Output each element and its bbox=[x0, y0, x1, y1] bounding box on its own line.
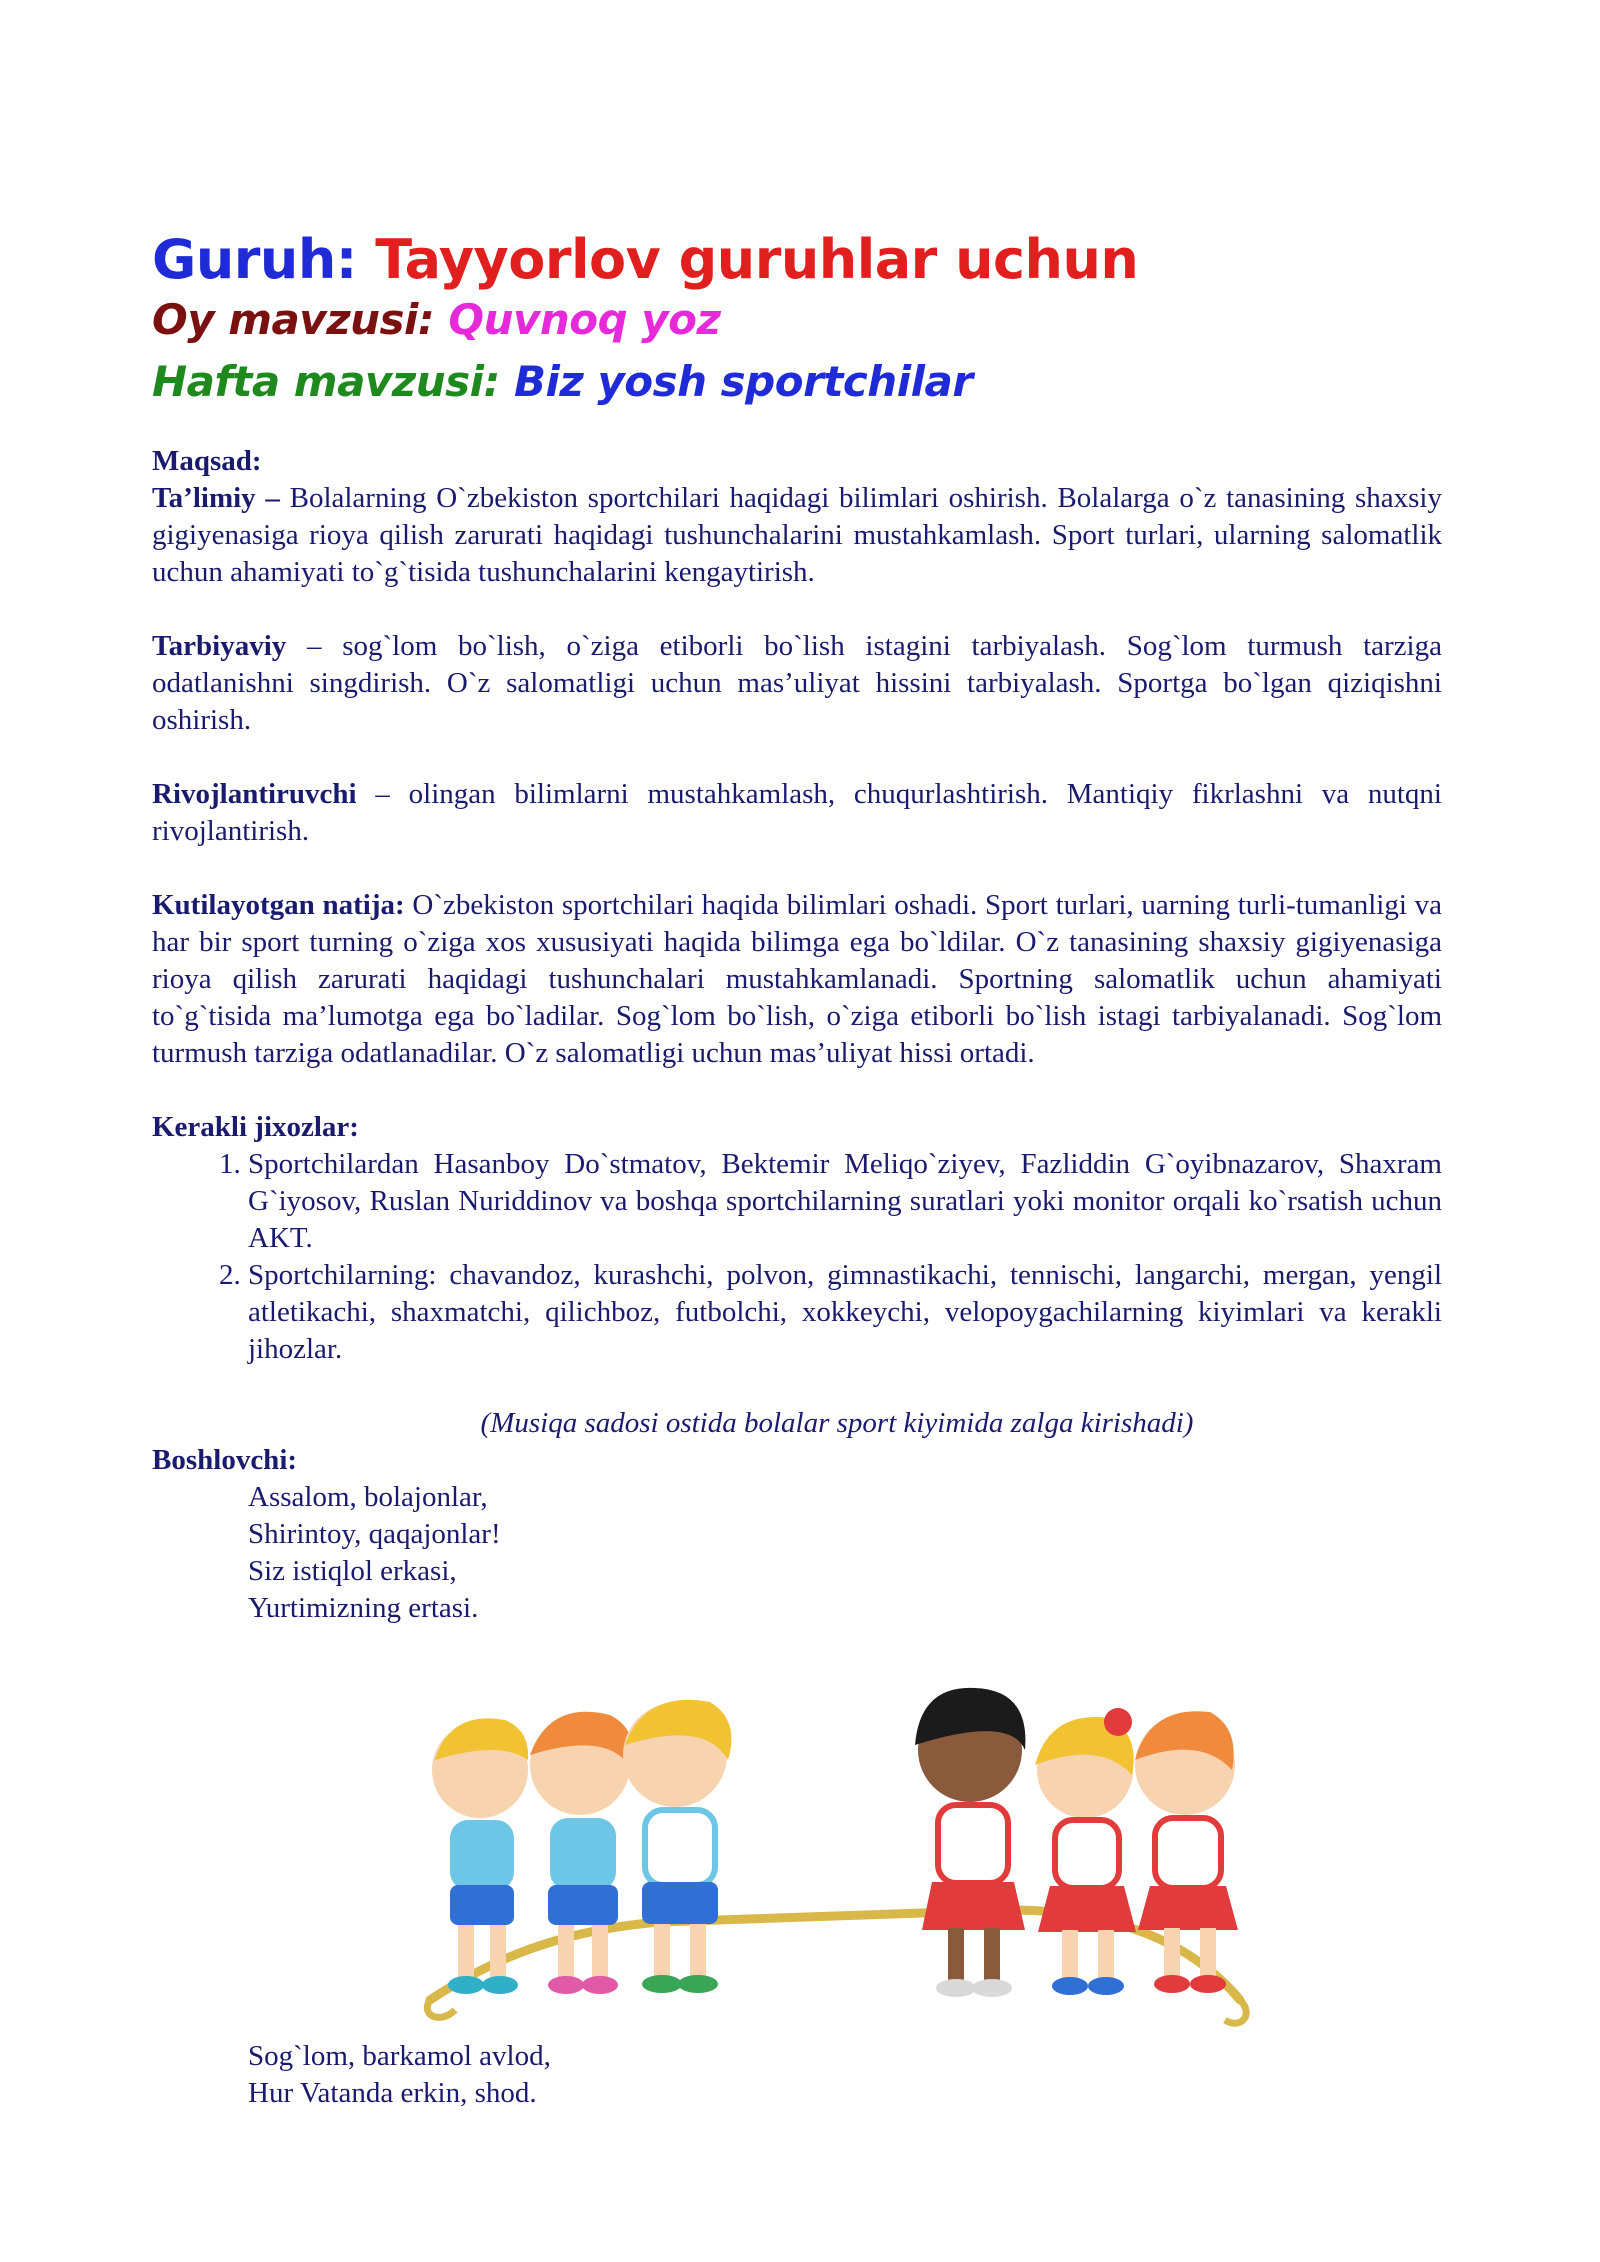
goal-talimiy bbox=[152, 480, 1442, 591]
result-label: Kutilayotgan natija: bbox=[152, 889, 405, 921]
result-text: O`zbekiston sportchilari haqida bilimlari oshadi. Sport turlari, uarning turli-tumanligi va har bir sport turning o`ziga xos xususiyati haqida bilimga ega bo`ldilar. O`z tanasining shaxsiy gigiyenasiga rioya qilish zarurati haqidagi tushunchalari mustahkamlanadi. Sportning salomatlik uchun ahamiyati to`g`tisida ma’lumotga ega bo`ladilar. Sog`lom bo`lish, o`ziga etiborli bo`lish istagi tarbiyalanadi. Sog`lom turmush tarziga odatlanadilar. O`z salomatligi uchun mas’uliyat hissi ortadi. bbox=[152, 889, 1442, 1069]
talimiy-text: Bolalarning O`zbekiston sportchilari haqidagi bilimlari oshirish. Bolalarga o`z tanasining shaxsiy gigiyenasiga rioya qilish zarurati haqidagi tushunchalarini mustahkamlash. Sport turlari, ularning salomatlik uchun ahamiyati to`g`tisida tushunchalarini kengaytirish. bbox=[152, 482, 1442, 588]
host-label: Boshlovchi: bbox=[152, 1444, 298, 1476]
goal-rivojlantiruvchi bbox=[152, 776, 1442, 850]
week-theme-heading bbox=[152, 356, 973, 408]
closing-poem bbox=[248, 2038, 551, 2112]
rivoj-text: – olingan bilimlarni mustahkamlash, chuqurlashtirish. Mantiqiy fikrlashni va nutqni rivojlantirish. bbox=[152, 778, 1442, 847]
goal-heading: Maqsad: bbox=[152, 445, 262, 477]
list-item: 2. Sportchilarning: chavandoz, kurashchi, polvon, gimnastikachi, tennischi, langarchi, mergan, yengil atletikachi, shaxmatchi, qilichboz, futbolchi, xokkeychi, velopoygachilarning kiyimlari va kerakli jihozlar. bbox=[248, 1257, 1442, 1368]
group-label: Guruh: bbox=[152, 228, 357, 291]
expected-result bbox=[152, 887, 1442, 1072]
tarbiyaviy-text: – sog`lom bo`lish, o`ziga etiborli bo`lish istagini tarbiyalash. Sog`lom turmush tarziga odatlanishni singdirish. O`z salomatligi uchun mas’uliyat hissini tarbiyalash. Sportga bo`lgan qiziqishni oshirish. bbox=[152, 630, 1442, 736]
equipment-heading: Kerakli jixozlar: bbox=[152, 1111, 359, 1143]
month-value: Quvnoq yoz bbox=[448, 295, 721, 344]
talimiy-label: Ta’limiy – bbox=[152, 482, 280, 514]
rivoj-label: Rivojlantiruvchi bbox=[152, 778, 357, 810]
month-label: Oy mavzusi: bbox=[152, 295, 435, 344]
stage-direction: (Musiqa sadosi ostida bolalar sport kiyimida zalga kirishadi) bbox=[480, 1407, 1194, 1439]
week-label: Hafta mavzusi: bbox=[152, 357, 500, 406]
tarbiyaviy-label: Tarbiyaviy bbox=[152, 630, 287, 662]
poem-line: Yurtimizning ertasi. bbox=[248, 1592, 479, 1624]
poem-line: Shirintoy, qaqajonlar! bbox=[248, 1518, 501, 1550]
week-value: Biz yosh sportchilar bbox=[513, 357, 973, 406]
month-theme-heading bbox=[152, 294, 720, 346]
group-value: Tayyorlov guruhlar uchun bbox=[375, 228, 1139, 291]
main-text bbox=[152, 443, 1442, 1627]
poem-line: Assalom, bolajonlar, bbox=[248, 1481, 488, 1513]
equipment-list bbox=[152, 1146, 1442, 1368]
list-item: 1. Sportchilardan Hasanboy Do`stmatov, Bektemir Meliqo`ziyev, Fazliddin G`oyibnazarov, Shaxram G`iyosov, Ruslan Nuriddinov va boshqa sportchilarning suratlari yoki monitor orqali ko`rsatish uchun AKT. bbox=[248, 1146, 1442, 1257]
host-poem bbox=[152, 1479, 1442, 1627]
group-heading bbox=[152, 228, 1138, 292]
poem-line: Siz istiqlol erkasi, bbox=[248, 1555, 457, 1587]
tug-of-war-illustration bbox=[410, 1660, 1270, 2040]
goal-tarbiyaviy bbox=[152, 628, 1442, 739]
poem-line: Sog`lom, barkamol avlod, bbox=[248, 2040, 551, 2072]
poem-line: Hur Vatanda erkin, shod. bbox=[248, 2077, 537, 2109]
